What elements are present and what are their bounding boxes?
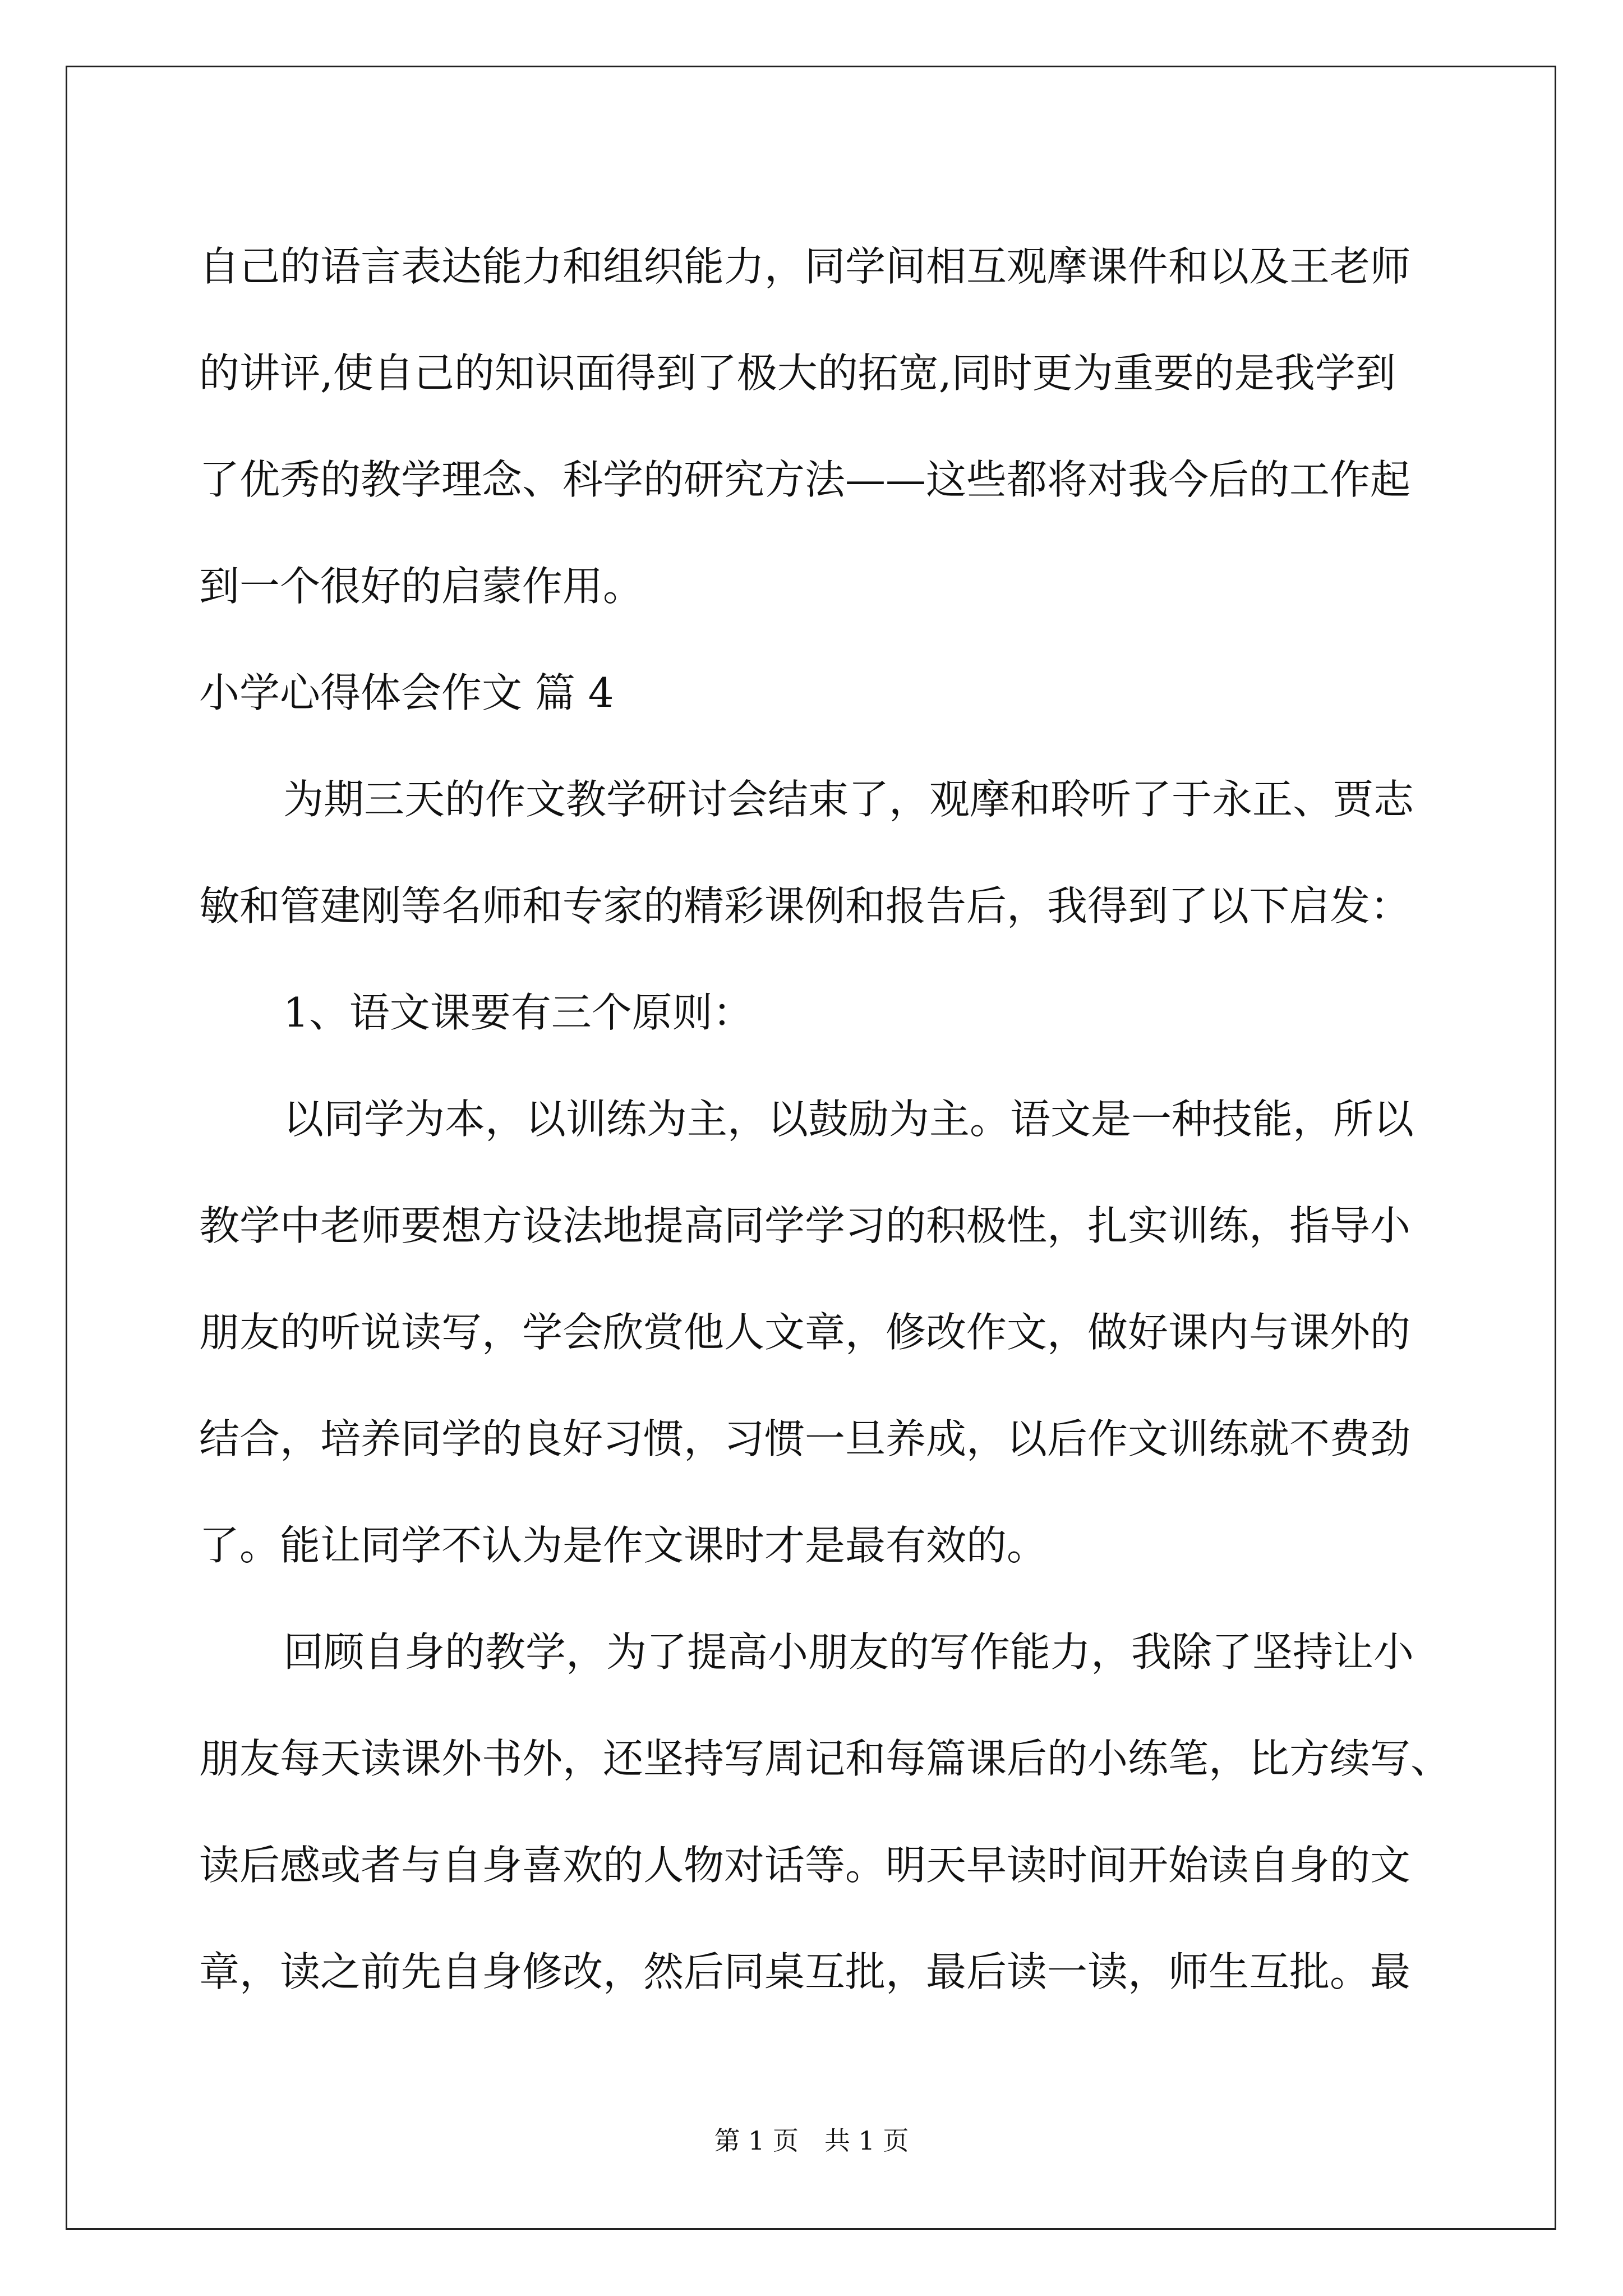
paragraph-line: 以同学为本，以训练为主，以鼓励为主。语文是一种技能，所以 bbox=[283, 1096, 1414, 1143]
section-heading: 小学心得体会作文 篇 4 bbox=[199, 669, 614, 716]
page-number-current: 第 1 页 bbox=[714, 2125, 799, 2156]
text-line: 到一个很好的启蒙作用。 bbox=[199, 563, 644, 610]
paragraph-line: 章，读之前先自身修改，然后同桌互批，最后读一读，师生互批。最 bbox=[199, 1948, 1411, 1995]
paragraph-line: 结合，培养同学的良好习惯，习惯一旦养成，以后作文训练就不费劲 bbox=[199, 1415, 1411, 1462]
paragraph-line: 为期三天的作文教学研讨会结束了，观摩和聆听了于永正、贾志 bbox=[283, 776, 1414, 823]
paragraph-line: 读后感或者与自身喜欢的人物对话等。明天早读时间开始读自身的文 bbox=[199, 1842, 1411, 1889]
paragraph-line: 教学中老师要想方设法地提高同学学习的积极性，扎实训练，指导小 bbox=[199, 1202, 1411, 1249]
text-line: 的讲评,使自己的知识面得到了极大的拓宽,同时更为重要的是我学到 bbox=[199, 349, 1396, 397]
text-line: 自己的语言表达能力和组织能力，同学间相互观摩课件和以及王老师 bbox=[199, 243, 1411, 290]
paragraph-line: 了。能让同学不认为是作文课时才是最有效的。 bbox=[199, 1522, 1048, 1569]
paragraph-line: 朋友每天读课外书外，还坚持写周记和每篇课后的小练笔，比方续写、 bbox=[199, 1735, 1451, 1782]
document-body bbox=[199, 213, 1451, 2025]
page-footer bbox=[0, 2124, 1623, 2157]
paragraph-line: 朋友的听说读写，学会欣赏他人文章，修改作文，做好课内与课外的 bbox=[199, 1309, 1411, 1356]
paragraph-line: 回顾自身的教学，为了提高小朋友的写作能力，我除了坚持让小 bbox=[283, 1628, 1414, 1676]
page-number-total: 共 1 页 bbox=[824, 2125, 909, 2156]
paragraph-line: 敏和管建刚等名师和专家的精彩课例和报告后，我得到了以下启发： bbox=[199, 882, 1411, 930]
text-line: 了优秀的教学理念、科学的研究方法——这些都将对我今后的工作起 bbox=[199, 456, 1411, 503]
paragraph-line: 1、语文课要有三个原则： bbox=[283, 989, 753, 1036]
